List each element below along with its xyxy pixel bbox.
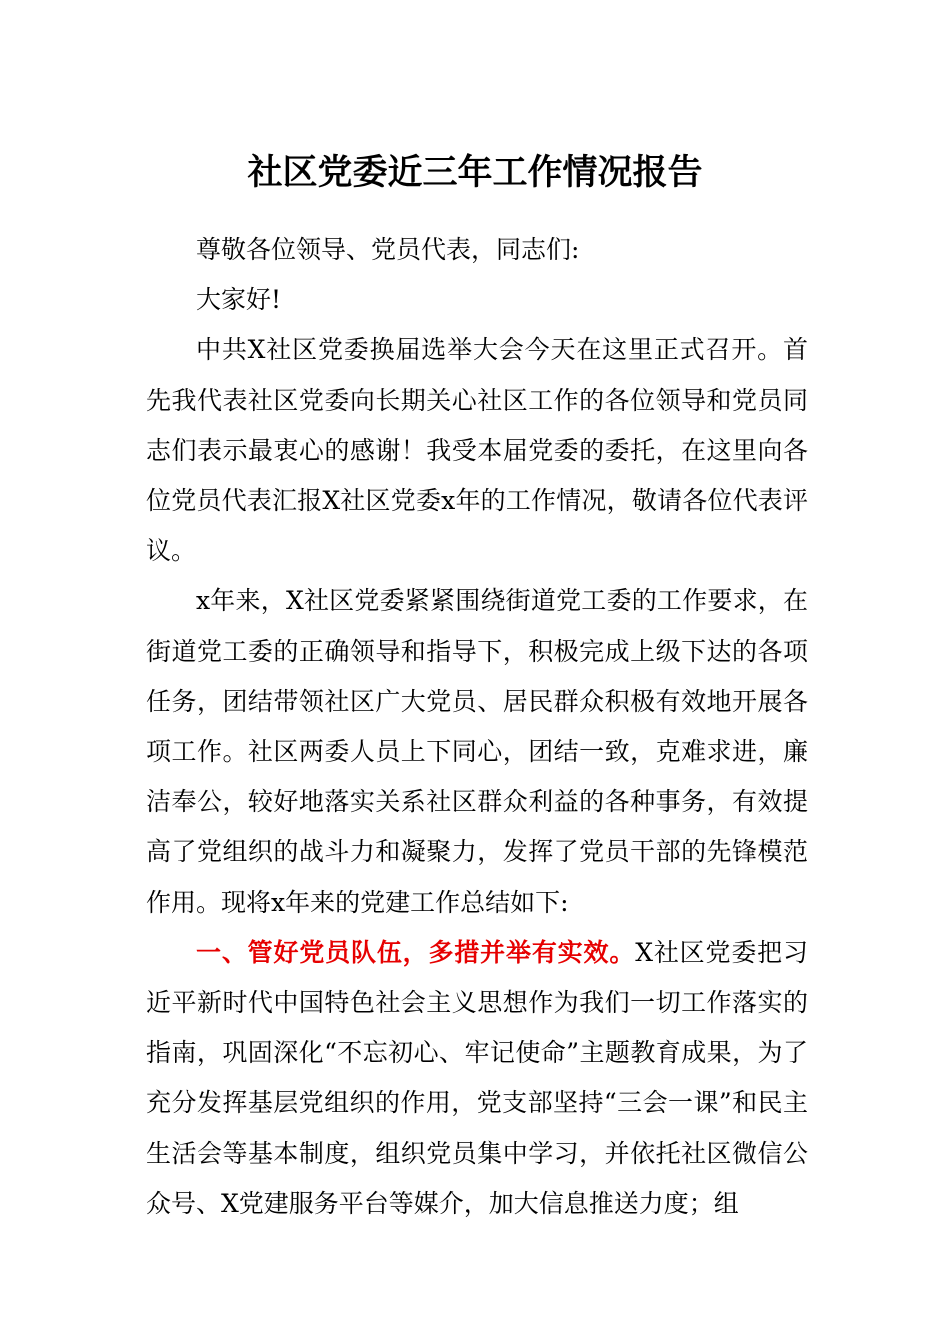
- section-1-paragraph: [146, 928, 808, 1229]
- salutation: 尊敬各位领导、党员代表，同志们:: [196, 235, 580, 264]
- document-title: 社区党委近三年工作情况报告: [247, 152, 703, 193]
- section-1-heading: 一、管好党员队伍，多措并举有实效。: [196, 937, 636, 967]
- paragraph-intro: 中共X社区党委换届选举大会今天在这里正式召开。首先我代表社区党委向长期关心社区工作的各位领导和党员同志们表示最衷心的感谢！我受本届党委的委托，在这里向各位党员代表汇报X社区党委x年的工作情况，敬请各位代表评议。: [146, 335, 808, 566]
- document-body: [146, 225, 808, 1229]
- paragraph-summary: x年来，X社区党委紧紧围绕街道党工委的工作要求，在街道党工委的正确领导和指导下，积极完成上级下达的各项任务，团结带领社区广大党员、居民群众积极有效地开展各项工作。社区两委人员上下同心，团结一致，克难求进，廉洁奉公，较好地落实关系社区群众利益的各种事务，有效提高了党组织的战斗力和凝聚力，发挥了党员干部的先锋模范作用。现将x年来的党建工作总结如下:: [146, 586, 808, 917]
- section-1-text: X社区党委把习近平新时代中国特色社会主义思想作为我们一切工作落实的指南，巩固深化“不忘初心、牢记使命”主题教育成果，为了充分发挥基层党组织的作用，党支部坚持“三会一课”和民主生活会等基本制度，组织党员集中学习，并依托社区微信公众号、X党建服务平台等媒介，加大信息推送力度；组: [146, 937, 808, 1218]
- greeting: 大家好!: [196, 285, 282, 315]
